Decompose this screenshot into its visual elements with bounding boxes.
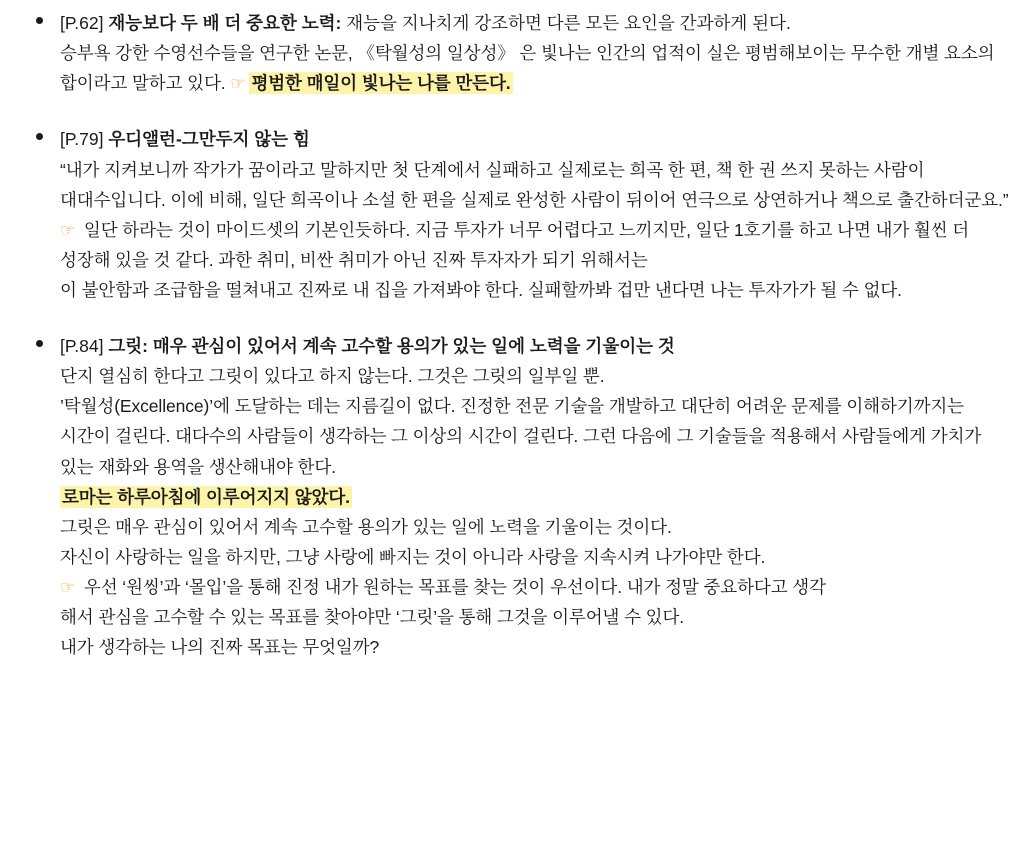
note-comment — [60, 215, 1009, 275]
note-body — [60, 38, 1009, 98]
note-line-3: 그릿은 매우 관심이 있어서 계속 고수할 용의가 있는 일에 노력을 기울이는 것이다. — [60, 516, 672, 537]
note-heading — [60, 8, 1009, 38]
page-reference: [P.62] — [60, 13, 104, 33]
note-body-text: 승부욕 강한 수영선수들을 연구한 논문, 《탁월성의 일상성》 은 빛나는 인간의 업적이 실은 평범해보이는 무수한 개별 요소의 합이라고 말하고 있다. — [60, 43, 995, 94]
page-reference: [P.79] — [60, 129, 104, 150]
note-heading-rest: 재능을 지나치게 강조하면 다른 모든 요인을 간과하게 된다. — [341, 13, 791, 33]
note-heading-bold: 우디앨런-그만두지 않는 힘 — [108, 129, 310, 150]
list-item-note-p62 — [28, 8, 1009, 98]
note-quote: “내가 지켜보니까 작가가 꿈이라고 말하지만 첫 단계에서 실패하고 실제로는 희곡 한 편, 책 한 권 쓰지 못하는 사람이 대대수입니다. 이에 비해, 일단 희곡이나 소설 한 편을 실제로 완성한 사람이 뒤이어 연극으로 상연하거나 책으로 출간하더군요.” — [60, 159, 1009, 210]
note-line-1: 단지 열심히 한다고 그릿이 있다고 하지 않는다. 그것은 그릿의 일부일 뿐. — [60, 366, 605, 387]
note-line-2: ’탁월성(Excellence)’에 도달하는 데는 지름길이 없다. 진정한 전문 기술을 개발하고 대단히 어려운 문제를 이해하기까지는 시간이 걸린다. 대다수의 사람들이 생각하는 그 이상의 시간이 걸린다. 그런 다음에 그 기술들을 적용해서 사람들에게 가치가 있는 재화와 용역을 생산해내야 한다. — [60, 396, 982, 477]
note-comment-text: 우선 ‘원씽’과 ‘몰입’을 통해 진정 내가 원하는 목표를 찾는 것이 우선이다. 내가 정말 중요하다고 생각 — [83, 576, 826, 597]
highlighted-text: 평범한 매일이 빛나는 나를 만든다. — [251, 73, 511, 94]
pointing-hand-icon: ☞ — [60, 577, 76, 597]
note-heading-bold: 재능보다 두 배 더 중요한 노력: — [108, 13, 342, 33]
note-line-4: 자신이 사랑하는 일을 하지만, 그냥 사랑에 빠지는 것이 아니라 사랑을 지속시켜 나가야만 한다. — [60, 546, 766, 567]
note-comment-text: 일단 하라는 것이 마이드셋의 기본인듯하다. 지금 투자가 너무 어렵다고 느끼지만, 일단 1호기를 하고 나면 내가 훨씬 더 성장해 있을 것 같다. 과한 취미, 비싼 취미가 아닌 진짜 투자자가 되기 위해서는 — [60, 219, 970, 270]
pointing-hand-icon: ☞ — [230, 74, 246, 94]
bullet-icon — [36, 340, 43, 347]
note-heading — [60, 331, 1009, 361]
note-comment-continued: 해서 관심을 고수할 수 있는 목표를 찾아야만 ‘그릿’을 통해 그것을 이루어낼 수 있다. — [60, 607, 685, 628]
note-comment — [60, 572, 1009, 602]
notes-list — [28, 8, 1009, 662]
list-item-note-p79 — [28, 124, 1009, 305]
bullet-icon — [36, 17, 43, 24]
note-question: 내가 생각하는 나의 진짜 목표는 무엇일까? — [60, 637, 380, 658]
note-heading — [60, 124, 1009, 154]
list-item-note-p84 — [28, 331, 1009, 662]
page-reference: [P.84] — [60, 336, 104, 357]
note-comment-continued: 이 불안함과 조급함을 떨쳐내고 진짜로 내 집을 가져봐야 한다. 실패할까봐 겁만 낸다면 나는 투자가가 될 수 없다. — [60, 280, 902, 301]
note-highlight-line — [60, 482, 1009, 512]
bullet-icon — [36, 133, 43, 140]
pointing-hand-icon: ☞ — [60, 220, 76, 240]
note-heading-bold: 그릿: 매우 관심이 있어서 계속 고수할 용의가 있는 일에 노력을 기울이는 것 — [108, 336, 675, 357]
highlighted-text: 로마는 하루아침에 이루어지지 않았다. — [62, 486, 350, 507]
